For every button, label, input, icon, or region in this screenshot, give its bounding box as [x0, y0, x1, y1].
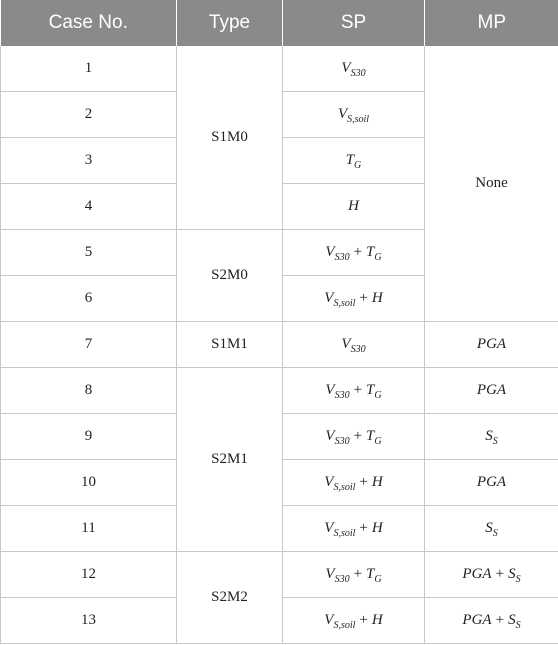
- math-symbol: PGA: [476, 474, 507, 490]
- type-cell: S1M1: [177, 322, 283, 368]
- mp-cell: [425, 414, 558, 460]
- plus-operator: +: [353, 428, 363, 444]
- math-symbol: V: [324, 612, 334, 628]
- math-subscript: G: [354, 160, 362, 171]
- math-symbol: S: [508, 566, 516, 582]
- mp-cell: None: [425, 46, 558, 322]
- header-row: [1, 0, 558, 46]
- math-symbol: S: [508, 612, 516, 628]
- math-subscript: S,soil: [333, 528, 356, 539]
- math-subscript: G: [374, 390, 382, 401]
- math-symbol: V: [341, 336, 351, 352]
- math-symbol: V: [324, 520, 334, 536]
- case-number: 1: [1, 46, 177, 92]
- math-symbol: V: [325, 428, 335, 444]
- sp-cell: [283, 322, 425, 368]
- math-symbol: PGA: [476, 382, 507, 398]
- table-row: [1, 552, 558, 598]
- plus-operator: +: [353, 382, 363, 398]
- case-number: 4: [1, 184, 177, 230]
- type-cell: S2M1: [177, 368, 283, 552]
- math-symbol: V: [337, 106, 348, 122]
- sp-cell: [283, 552, 425, 598]
- math-symbol: PGA: [462, 566, 492, 582]
- math-subscript: S,soil: [333, 620, 356, 631]
- sp-cell: [283, 276, 425, 322]
- plus-operator: +: [359, 612, 368, 628]
- case-number: 12: [1, 552, 177, 598]
- math-symbol: PGA: [462, 612, 492, 628]
- case-number: 11: [1, 506, 177, 552]
- case-number: 9: [1, 414, 177, 460]
- math-subscript: S,soil: [333, 482, 356, 493]
- math-subscript: G: [374, 574, 382, 585]
- sp-cell: [283, 184, 425, 230]
- math-symbol: V: [324, 474, 334, 490]
- math-subscript: S: [492, 436, 498, 447]
- plus-operator: +: [353, 244, 363, 260]
- sp-cell: [283, 46, 425, 92]
- header-sp: SP: [283, 0, 425, 46]
- math-symbol: T: [345, 152, 355, 168]
- table-row: [1, 46, 558, 92]
- type-cell: S1M0: [177, 46, 283, 230]
- sp-cell: [283, 368, 425, 414]
- math-symbol: H: [371, 612, 383, 628]
- mp-cell: [425, 460, 558, 506]
- sp-cell: [283, 92, 425, 138]
- math-symbol: H: [348, 198, 359, 214]
- math-subscript: G: [374, 252, 382, 263]
- sp-cell: [283, 598, 425, 644]
- plus-operator: +: [495, 612, 505, 628]
- math-subscript: S,soil: [333, 298, 356, 309]
- math-symbol: H: [371, 290, 383, 306]
- plus-operator: +: [359, 290, 368, 306]
- case-number: 7: [1, 322, 177, 368]
- plus-operator: +: [353, 566, 363, 582]
- math-symbol: S: [485, 520, 493, 536]
- type-cell: S2M2: [177, 552, 283, 644]
- math-subscript: S30: [350, 68, 366, 79]
- plus-operator: +: [359, 474, 368, 490]
- case-number: 5: [1, 230, 177, 276]
- case-number: 8: [1, 368, 177, 414]
- case-number: 2: [1, 92, 177, 138]
- sp-cell: [283, 506, 425, 552]
- sp-cell: [283, 414, 425, 460]
- math-subscript: G: [374, 436, 382, 447]
- math-symbol: T: [366, 566, 375, 582]
- math-subscript: S30: [334, 574, 350, 585]
- math-symbol: T: [366, 382, 375, 398]
- math-subscript: S: [515, 620, 521, 631]
- math-symbol: PGA: [476, 336, 507, 352]
- case-number: 3: [1, 138, 177, 184]
- math-symbol: V: [325, 382, 335, 398]
- table-row: [1, 322, 558, 368]
- math-subscript: S30: [350, 344, 366, 355]
- math-symbol: V: [341, 60, 351, 76]
- mp-cell: [425, 506, 558, 552]
- math-symbol: S: [485, 428, 493, 444]
- math-subscript: S: [492, 528, 498, 539]
- case-number: 6: [1, 276, 177, 322]
- math-subscript: S30: [334, 436, 350, 447]
- type-cell: S2M0: [177, 230, 283, 322]
- header-mp: MP: [425, 0, 558, 46]
- mp-cell: [425, 552, 558, 598]
- math-subscript: S,soil: [347, 114, 370, 125]
- table-row: [1, 368, 558, 414]
- math-symbol: H: [371, 474, 383, 490]
- sp-cell: [283, 460, 425, 506]
- math-symbol: V: [325, 566, 335, 582]
- math-subscript: S30: [334, 390, 350, 401]
- math-symbol: V: [324, 290, 334, 306]
- math-subscript: S: [515, 574, 521, 585]
- mp-cell: [425, 322, 558, 368]
- math-subscript: S30: [334, 252, 350, 263]
- header-case-no: Case No.: [1, 0, 177, 46]
- math-symbol: T: [366, 244, 375, 260]
- case-number: 13: [1, 598, 177, 644]
- mp-cell: [425, 368, 558, 414]
- plus-operator: +: [495, 566, 505, 582]
- plus-operator: +: [359, 520, 368, 536]
- sp-cell: [283, 230, 425, 276]
- mp-cell: [425, 598, 558, 644]
- case-number: 10: [1, 460, 177, 506]
- math-symbol: H: [371, 520, 383, 536]
- math-symbol: T: [366, 428, 375, 444]
- sp-cell: [283, 138, 425, 184]
- math-symbol: V: [325, 244, 335, 260]
- header-type: Type: [177, 0, 283, 46]
